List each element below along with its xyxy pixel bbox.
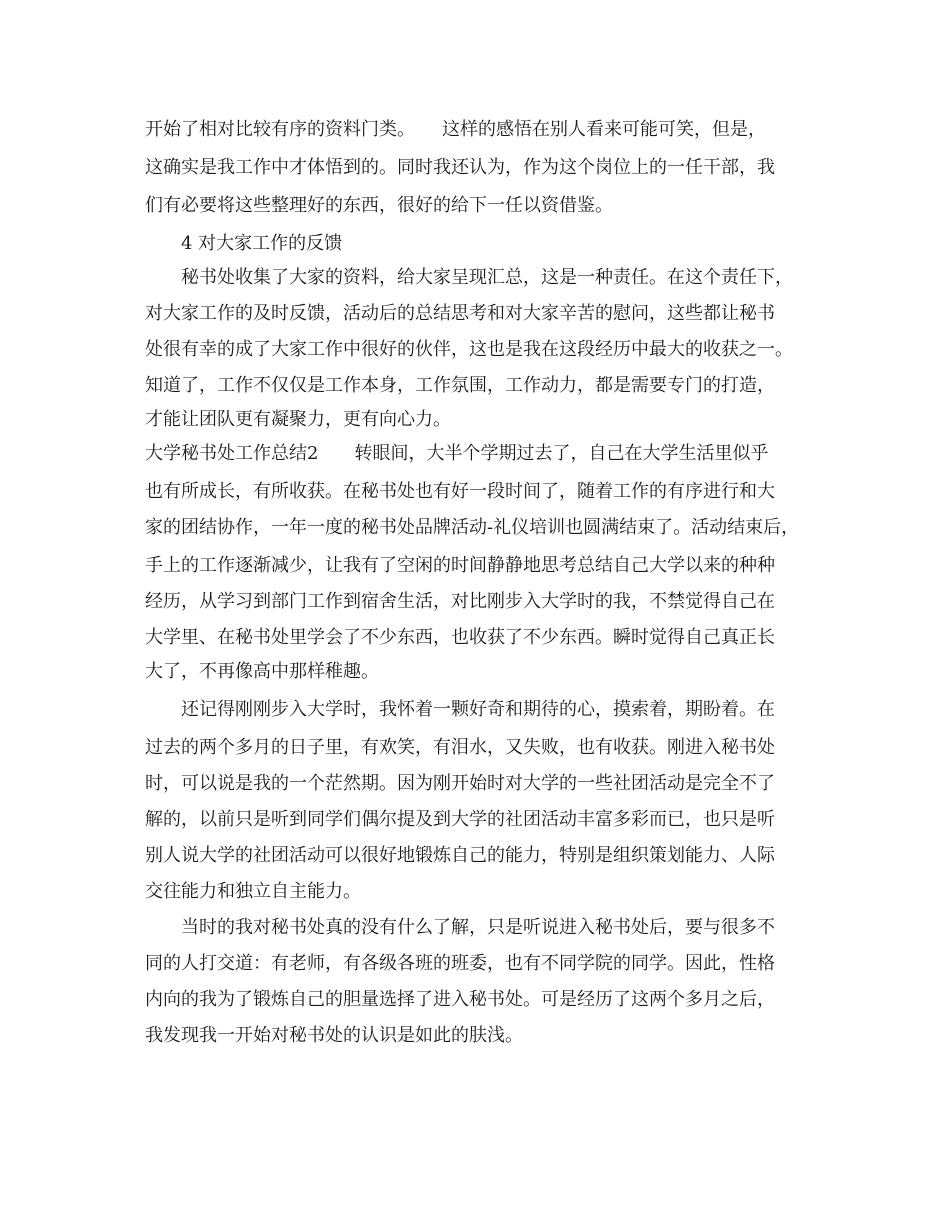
text-line-12: 家的团结协作，一年一度的秘书处品牌活动-礼仪培训也圆满结束了。活动结束后， bbox=[145, 517, 800, 538]
text-line-1: 开始了相对比较有序的资料门类。 这样的感悟在别人看来可能可笑，但是， bbox=[145, 119, 766, 140]
section-heading-4: 4 对大家工作的反馈 bbox=[145, 233, 343, 254]
text-line-2: 这确实是我工作中才体悟到的。同时我还认为，作为这个岗位上的一任干部，我 bbox=[145, 157, 775, 178]
text-line-17: 还记得刚刚步入大学时，我怀着一颗好奇和期待的心，摸索着，期盼着。在 bbox=[145, 699, 775, 720]
text-line-24: 同的人打交道：有老师，有各级各班的班委，也有不同学院的同学。因此，性格 bbox=[145, 953, 775, 974]
text-line-23: 当时的我对秘书处真的没有什么了解，只是听说进入秘书处后，要与很多不 bbox=[145, 917, 775, 938]
text-line-21: 别人说大学的社团活动可以很好地锻炼自己的能力，特别是组织策划能力、人际 bbox=[145, 845, 775, 866]
text-line-8: 知道了，工作不仅仅是工作本身，工作氛围，工作动力，都是需要专门的打造， bbox=[145, 375, 775, 396]
text-line-7: 处很有幸的成了大家工作中很好的伙伴，这也是我在这段经历中最大的收获之一。 bbox=[145, 339, 793, 360]
article-title-line: 大学秘书处工作总结2 转眼间，大半个学期过去了，自己在大学生活里似乎 bbox=[145, 443, 769, 464]
text-line-11: 也有所成长，有所收获。在秘书处也有好一段时间了，随着工作的有序进行和大 bbox=[145, 481, 775, 502]
text-line-14: 经历，从学习到部门工作到宿舍生活，对比刚步入大学时的我，不禁觉得自己在 bbox=[145, 591, 775, 612]
text-line-3: 们有必要将这些整理好的东西，很好的给下一任以资借鉴。 bbox=[145, 195, 613, 216]
text-line-9: 才能让团队更有凝聚力，更有向心力。 bbox=[145, 409, 451, 430]
text-line-19: 时，可以说是我的一个茫然期。因为刚开始时对大学的一些社团活动是完全不了 bbox=[145, 773, 775, 794]
text-line-26: 我发现我一开始对秘书处的认识是如此的肤浅。 bbox=[145, 1025, 523, 1046]
text-line-18: 过去的两个多月的日子里，有欢笑，有泪水，又失败，也有收获。刚进入秘书处 bbox=[145, 737, 775, 758]
text-line-6: 对大家工作的及时反馈，活动后的总结思考和对大家辛苦的慰问，这些都让秘书 bbox=[145, 303, 775, 324]
text-line-25: 内向的我为了锻炼自己的胆量选择了进入秘书处。可是经历了这两个多月之后， bbox=[145, 989, 775, 1010]
text-line-22: 交往能力和独立自主能力。 bbox=[145, 881, 361, 902]
text-line-13: 手上的工作逐渐减少，让我有了空闲的时间静静地思考总结自己大学以来的种种 bbox=[145, 555, 775, 576]
text-line-15: 大学里、在秘书处里学会了不少东西，也收获了不少东西。瞬时觉得自己真正长 bbox=[145, 627, 775, 648]
text-line-5: 秘书处收集了大家的资料，给大家呈现汇总，这是一种责任。在这个责任下， bbox=[145, 267, 793, 288]
text-line-16: 大了，不再像高中那样稚趣。 bbox=[145, 661, 379, 682]
text-line-20: 解的，以前只是听到同学们偶尔提及到大学的社团活动丰富多彩而已，也只是听 bbox=[145, 809, 775, 830]
